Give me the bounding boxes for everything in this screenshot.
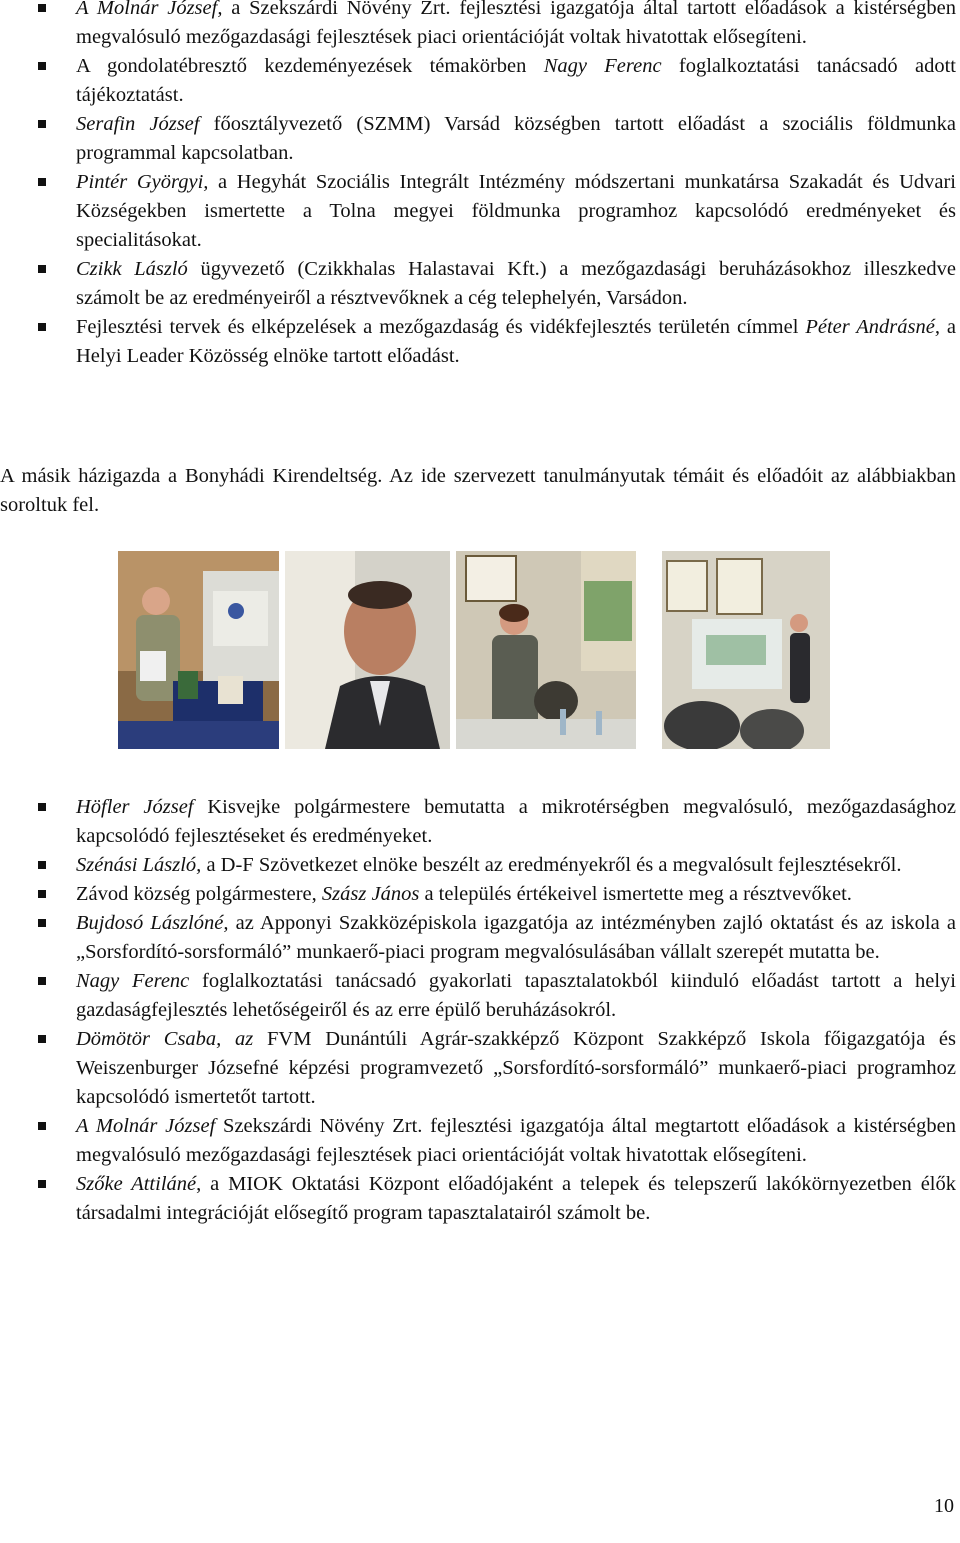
item-person: Péter Andrásné, <box>805 316 940 338</box>
bullet-icon <box>38 861 46 869</box>
bullet-icon <box>38 62 46 70</box>
item-text: Závod község polgármestere, <box>76 883 322 905</box>
item-text: Szekszárdi Növény Zrt. fejlesztési igazgatója által megtartott előadások a kistérségben megvalósuló mezőgazdasági fejlesztések piaci orientációját voltak hivatottak elősegíteni. <box>76 1115 956 1166</box>
item-person: Szőke Attiláné <box>76 1173 197 1195</box>
item-text: a település értékeivel ismertette meg a résztvevőket. <box>419 883 852 905</box>
bullet-icon <box>38 803 46 811</box>
list-item <box>0 0 956 52</box>
list-item <box>0 313 956 371</box>
list-item <box>0 110 956 168</box>
list-item <box>0 168 956 255</box>
item-person: Nagy Ferenc <box>76 970 190 992</box>
item-person: A Molnár József <box>76 1115 216 1137</box>
speaker-list-1 <box>0 0 956 371</box>
bullet-icon <box>38 1180 46 1188</box>
list-item <box>0 880 956 909</box>
photo-presentation <box>662 551 830 749</box>
bullet-icon <box>38 120 46 128</box>
speaker-list-2 <box>0 793 956 1228</box>
item-person: Höfler József <box>76 796 194 818</box>
intro-paragraph: A másik házigazda a Bonyhádi Kirendeltség. Az ide szervezett tanulmányutak témáit és előadóit az alábbiakban soroltuk fel. <box>0 465 956 516</box>
item-person: Czikk László <box>76 258 188 280</box>
list-item <box>0 909 956 967</box>
bullet-icon <box>38 178 46 186</box>
list-item <box>0 255 956 313</box>
item-text: FVM Dunántúli Agrár-szakképző Központ Szakképző Iskola főigazgatója és Weiszenburger Józsefné képzési programvezető „Sorsfordító-sorsformáló” munkaerő-piaci programhoz kapcsolódó ismertetőt tartott. <box>76 1028 956 1108</box>
item-text: a D-F Szövetkezet elnöke beszélt az eredményekről és a megvalósult fejlesztésekről. <box>201 854 902 876</box>
bullet-icon <box>38 1035 46 1043</box>
bullet-icon <box>38 265 46 273</box>
item-person: Szénási László, <box>76 854 202 876</box>
list-item <box>0 1025 956 1112</box>
item-text: foglalkoztatási tanácsadó gyakorlati tapasztalatokból kiinduló előadást tartott a helyi gazdaságfejlesztés lehetőségeiről és az erre épülő beruházásokról. <box>76 970 957 1021</box>
item-text: Fejlesztési tervek és elképzelések a mezőgazdaság és vidékfejlesztés területén címmel <box>76 316 806 338</box>
item-person: Serafin József <box>76 113 200 135</box>
list-item <box>0 1170 956 1228</box>
list-item <box>0 52 956 110</box>
item-text: A gondolatébresztő kezdeményezések témakörben <box>76 55 544 77</box>
photo-strip <box>0 551 960 751</box>
bullet-icon <box>38 1122 46 1130</box>
item-text: Kisvejke polgármestere bemutatta a mikrotérségben megvalósuló, mezőgazdasághoz kapcsolódó fejlesztéseket és eredményeket. <box>76 796 956 847</box>
item-text: foglalkoztatási tanácsadó adott tájékoztatást. <box>76 55 956 106</box>
item-person: Bujdosó Lászlóné, <box>76 912 229 934</box>
item-person: Szász János <box>321 883 420 905</box>
page-number: 10 <box>934 1495 954 1517</box>
list-item <box>0 793 956 851</box>
item-person: A Molnár József, <box>76 0 223 19</box>
bullet-icon <box>38 4 46 12</box>
bullet-icon <box>38 977 46 985</box>
bullet-icon <box>38 919 46 927</box>
photo-speaker-woman <box>456 551 636 749</box>
bullet-icon <box>38 890 46 898</box>
photo-speaker-closeup <box>285 551 450 749</box>
item-text: ügyvezető (Czikkhalas Halastavai Kft.) a mezőgazdasági beruházásokhoz illeszkedve számolt be az eredményeiről a résztvevőknek a cég telephelyén, Varsádon. <box>76 258 956 309</box>
item-text: , a MIOK Oktatási Központ előadójaként a telepek és telepszerű lakókörnyezetben élők társadalmi integrációját elősegítő program tapasztalatairól számolt be. <box>76 1173 956 1224</box>
item-person: Nagy Ferenc <box>543 55 662 77</box>
item-text: az Apponyi Szakközépiskola igazgatója az intézményben zajló oktatást és az iskola a „Sorsfordító-sorsformáló” munkaerő-piaci program megvalósulásában vállalt szerepét mutatta be. <box>76 912 956 963</box>
item-person: Dömötör Csaba, az <box>76 1028 254 1050</box>
item-person: Pintér Györgyi, <box>76 171 209 193</box>
item-text: a Szekszárdi Növény Zrt. fejlesztési igazgatója által tartott előadások a kistérségben megvalósuló mezőgazdasági fejlesztések piaci orientációját voltak hivatottak elősegíteni. <box>76 0 956 48</box>
photo-speaker-lectern <box>118 551 279 749</box>
item-text: a Hegyhát Szociális Integrált Intézmény módszertani munkatársa Szakadát és Udvari Községekben ismertette a Tolna megyei földmunka programhoz kapcsolódó eredményeket és specialitásokat. <box>76 171 956 251</box>
list-item <box>0 1112 956 1170</box>
bullet-icon <box>38 323 46 331</box>
item-text: főosztályvezető (SZMM) Varsád községben tartott előadást a szociális földmunka programmal kapcsolatban. <box>76 113 956 164</box>
item-text: a Helyi Leader Közösség elnöke tartott előadást. <box>76 316 956 367</box>
list-item <box>0 851 956 880</box>
list-item <box>0 967 956 1025</box>
